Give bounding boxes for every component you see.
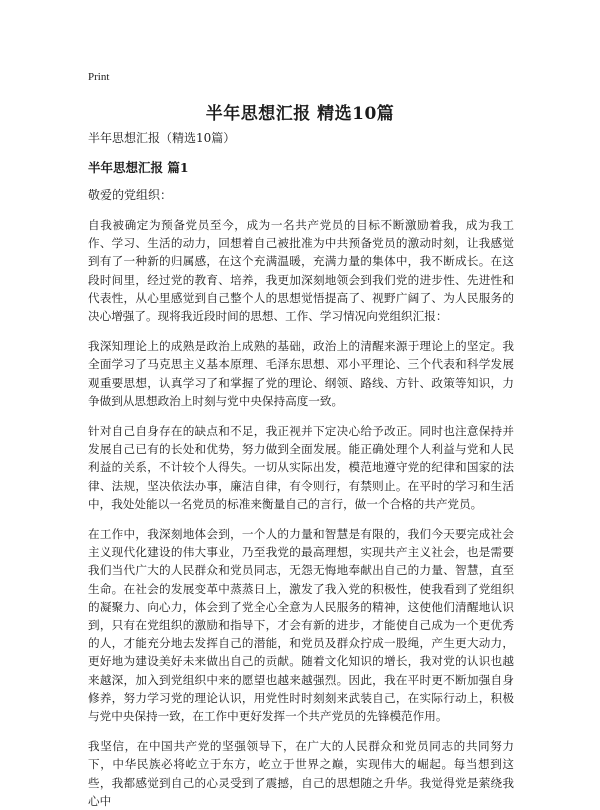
print-link[interactable]: Print (88, 71, 110, 83)
document-title: 半年思想汇报 精选10篇 (205, 104, 395, 124)
body-paragraph: 针对自己自身存在的缺点和不足，我正视并下定决心给予改正。同时也注意保持并发展自己已有的长处和优势，努力做到全面发展。能正确处理个人利益与党和人民利益的关系，不计较个人得失。一切从实际出发，模范地遵守党的纪律和国家的法律、法规，坚决依法办事，廉洁自律，有令则行，有禁则止。在平时的学习和生活中，我处处能以一名党员的标准来衡量自己的言行，做一个合格的共产党员。 (88, 424, 514, 511)
section-heading: 半年思想汇报 篇1 (88, 160, 189, 175)
document-body (88, 130, 514, 808)
document-subtitle: 半年思想汇报（精选10篇） (88, 131, 236, 145)
body-paragraph: 在工作中，我深刻地体会到，一个人的力量和智慧是有限的，我们今天要完成社会主义现代化建设的伟大事业，乃至我党的最高理想，实现共产主义社会，也是需要我们当代广大的人民群众和党员同志，无怨无悔地奉献出自己的力量、智慧，直至生命。在社会的发展变革中蒸蒸日上，激发了我入党的积极性，使我看到了党组织的凝聚力、向心力，体会到了党全心全意为人民服务的精神，这使他们清醒地认识到，只有在党组织的激励和指导下，才会有新的进步，才能使自己成为一个更优秀的人，才能充分地去发挥自己的潜能，和党员及群众拧成一股绳，产生更大动力，更好地为建设美好未来做出自己的贡献。随着文化知识的增长，我对党的认识也越来越深，加入到党组织中来的愿望也越来越强烈。因此，我在平时更不断加强自身修养，努力学习党的理论认识，用党性时时刻刻来武装自己，在实际行动上，积极与党中央保持一致，在工作中更好发挥一个共产党员的先锋模范作用。 (88, 527, 514, 724)
body-paragraph: 自我被确定为预备党员至今，成为一名共产党员的目标不断激励着我，成为我工作、学习、生活的动力，回想着自己被批准为中共预备党员的激动时刻，让我感觉到有了一种新的归属感，在这个充满温暖，充满力量的集体中，我不断成长。在这段时间里，经过党的教育、培养，我更加深刻地领会到我们党的进步性、先进性和代表性，从心里感觉到自己整个人的思想觉悟提高了、视野广阔了、为人民服务的决心增强了。现将我近段时间的思想、工作、学习情况向党组织汇报： (88, 218, 514, 324)
body-paragraph: 我坚信，在中国共产党的坚强领导下，在广大的人民群众和党员同志的共同努力下，中华民族必将屹立于东方，屹立于世界之巅，实现伟大的崛起。每当想到这些，我都感觉到自己的心灵受到了震撼，自己的思想随之升华。我觉得党是萦绕我心中 (88, 739, 514, 808)
body-paragraph: 我深知理论上的成熟是政治上成熟的基础，政治上的清醒来源于理论上的坚定。我全面学习了马克思主义基本原理、毛泽东思想、邓小平理论、三个代表和科学发展观重要思想，认真学习了和掌握了党的理论、纲领、路线、方针、政策等知识，力争做到从思想政治上时刻与党中央保持高度一致。 (88, 339, 514, 408)
greeting-line: 敬爱的党组织： (88, 188, 173, 202)
